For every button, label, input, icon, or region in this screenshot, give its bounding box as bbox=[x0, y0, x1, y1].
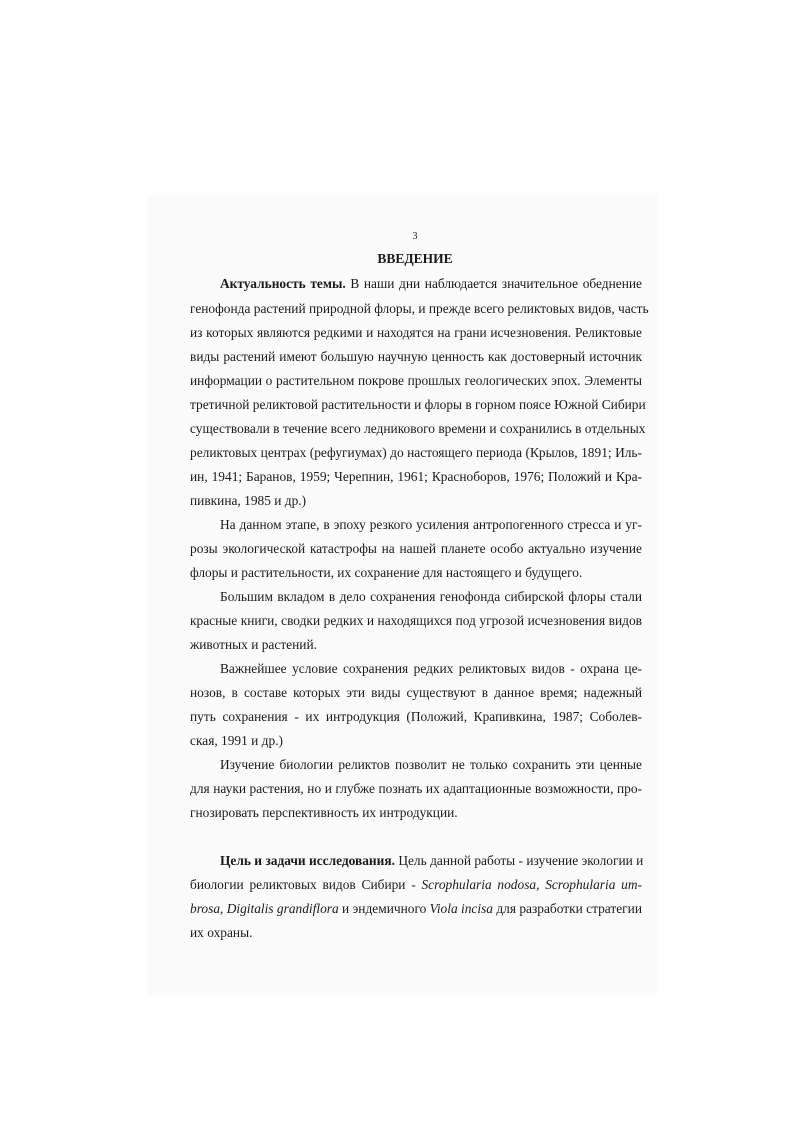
paragraph-line: розы экологической катастрофы на нашей планете особо актуально изучение bbox=[190, 541, 642, 556]
paragraph-line: Изучение биологии реликтов позволит не только сохранить эти ценные bbox=[220, 757, 642, 772]
paragraph-line: виды растений имеют большую научную ценность как достоверный источник bbox=[190, 349, 642, 364]
page-number: 3 bbox=[412, 231, 418, 242]
paragraph-line: существовали в течение всего ледникового времени и сохранились в отдельных bbox=[190, 421, 646, 436]
paragraph-line: реликтовых центрах (рефугиумах) до настоящего периода (Крылов, 1891; Иль- bbox=[190, 445, 642, 460]
paragraph-line: биологии реликтовых видов Сибири - Scrophularia nodosa, Scrophularia um- bbox=[190, 877, 642, 892]
paragraph-line: генофонда растений природной флоры, и прежде всего реликтовых видов, часть bbox=[190, 301, 649, 316]
paragraph-line: ин, 1941; Баранов, 1959; Черепнин, 1961; Красноборов, 1976; Положий и Кра- bbox=[190, 469, 642, 484]
paragraph-line: третичной реликтовой растительности и флоры в горном поясе Южной Сибири bbox=[190, 397, 646, 412]
paragraph-line: Большим вкладом в дело сохранения генофонда сибирской флоры стали bbox=[220, 589, 642, 604]
species-name: Viola incisa bbox=[429, 901, 494, 916]
paragraph-line: из которых являются редкими и находятся на грани исчезновения. Реликтовые bbox=[190, 325, 642, 340]
paragraph-lead: Цель и задачи исследования. bbox=[220, 853, 395, 868]
section-heading: ВВЕДЕНИЕ bbox=[377, 251, 453, 266]
paragraph-line: животных и растений. bbox=[190, 637, 317, 652]
paragraph-line: Актуальность темы. В наши дни наблюдается значительное обеднение bbox=[220, 276, 642, 291]
paragraph-line: нозов, в составе которых эти виды существуют в данное время; надежный bbox=[190, 685, 642, 700]
paragraph-line: информации о растительном покрове прошлых геологических эпох. Элементы bbox=[190, 373, 642, 388]
paragraph-line: brosa, Digitalis grandiflora и эндемичного Viola incisa для разработки стратегии bbox=[190, 901, 643, 916]
paragraph-line: Важнейшее условие сохранения редких реликтовых видов - охрана це- bbox=[220, 661, 642, 676]
species-name: Digitalis grandiflora bbox=[223, 901, 339, 916]
paragraph-line: для науки растения, но и глубже познать их адаптационные возможности, про- bbox=[190, 781, 642, 796]
paragraph-line: ская, 1991 и др.) bbox=[190, 733, 284, 748]
paragraph-line: путь сохранения - их интродукция (Положий, Крапивкина, 1987; Соболев- bbox=[190, 709, 642, 724]
species-name: Scrophularia um- bbox=[539, 877, 642, 892]
paragraph-line: Цель и задачи исследования. Цель данной работы - изучение экологии и bbox=[220, 853, 644, 868]
paragraph-line: их охраны. bbox=[190, 925, 253, 940]
paragraph-line: пивкина, 1985 и др.) bbox=[190, 493, 307, 508]
paragraph-line: На данном этапе, в эпоху резкого усиления антропогенного стресса и уг- bbox=[220, 517, 642, 532]
paragraph-line: флоры и растительности, их сохранение для настоящего и будущего. bbox=[190, 565, 583, 580]
species-name: Scrophularia nodosa, bbox=[421, 877, 540, 892]
species-name: brosa, bbox=[190, 901, 224, 916]
paragraph-lead: Актуальность темы. bbox=[220, 276, 346, 291]
paragraph-line: гнозировать перспективность их интродукции. bbox=[190, 805, 458, 820]
paragraph-line: красные книги, сводки редких и находящихся под угрозой исчезновения видов bbox=[190, 613, 642, 628]
